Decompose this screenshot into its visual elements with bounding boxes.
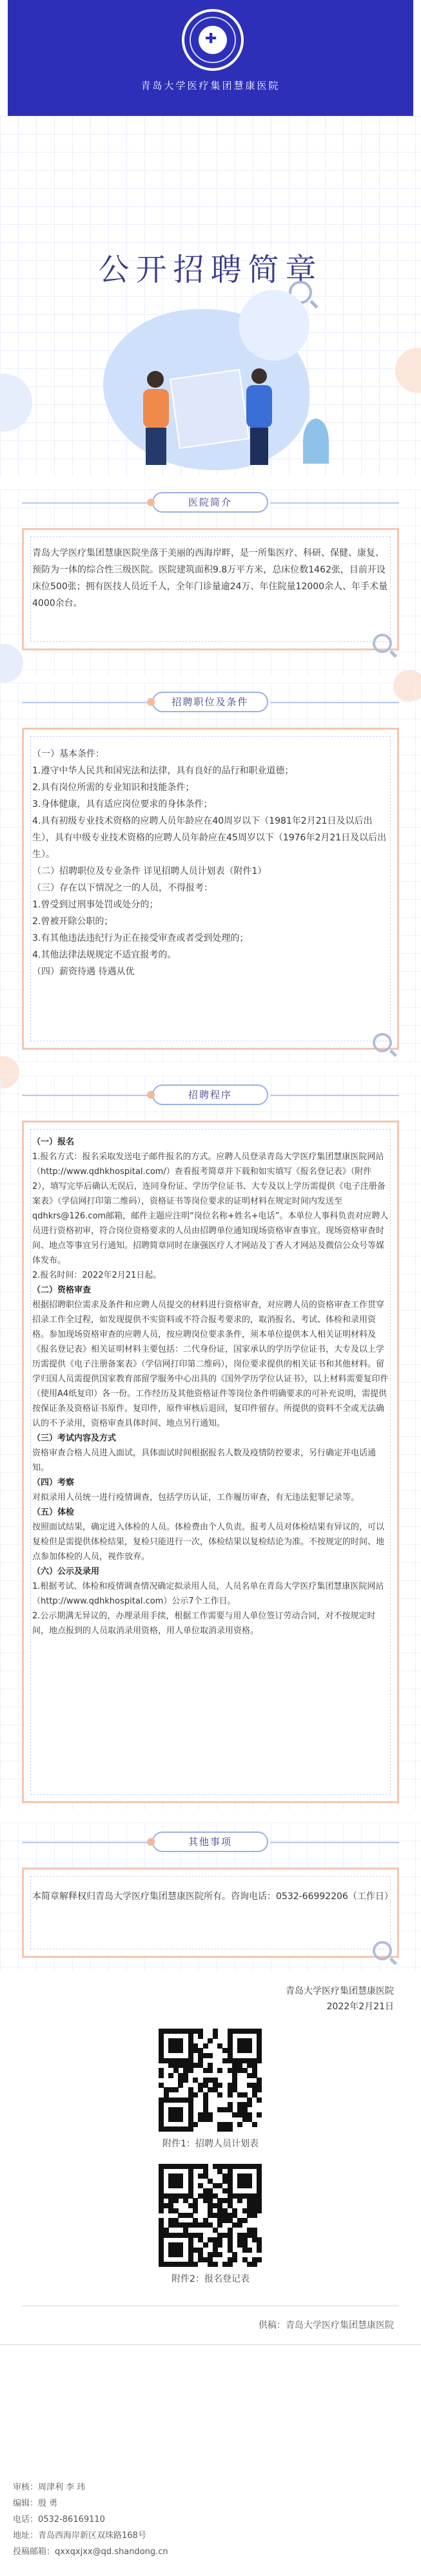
process-paragraph: 根据招聘职位需求及条件和应聘人员提交的材料进行资格审查，对应聘人员的资格审查工作贯穿招录工作全过程，如发现提供不实资料或不符合报考要求的，取消报名、考试、体检和录用资格。参加现场资格审查的应聘人员，按应聘岗位要求条件，须本单位提供本人相关证明材料及《报名登记表》相关证明材料主要包括：二代身份证，国家承认的学历学位证书，大专及以上学历需提供《电子注册备案表》（学信网打印第二维码），岗位要求提供的相关证书和其他材料。留学归国人员需提供国家教育部留学服务中心出具的《国外学历学位认证书》，以上材料需要复印件（使用A4纸复印）各一份。工作经历及其他资格证件等岗位条件明确要求的可补充说明，需提供按保证条及资格证书原件。复印件，原件审核后退回，复印件留存。所提供的资料不全或无法确认的不予录用，资格审查具体时间、地点另行通知。: [32, 1300, 389, 1428]
section-other: [0, 1823, 421, 1971]
magnifier-icon: [373, 1033, 392, 1052]
qr-module: [173, 2087, 179, 2092]
section-title-other: 其他事项: [152, 1832, 268, 1852]
header-banner: [8, 0, 413, 116]
process-subheading: （五）体检: [32, 1508, 75, 1517]
qr-module: [257, 2248, 262, 2253]
process-paragraph: 1.报名方式：报名采取发送电子邮件报名的方式。应聘人员登录青岛大学医疗集团慧康医院网站（http://www.qdhkhospital.com/）查看报考简章并下载和如实填写《报名登记表》（附件2），填写完毕后确认无误后，连同身份证、学历学位证书、大专及以上学历需提供《电子注册备案表》（学信网打印第二维码），资格证书等岗位要求的证明材料在规定时间内发送至qdhkrs@126.com邮箱，邮件主题应注明“岗位名称+姓名+电话”。本单位人事科负责对应聘人员进行资格初审，符合岗位资格要求的人员由招聘单位通知现场资格审查事宜。现场资格审查时间、地点等事宜另行通知。招聘简章同时在康强医疗人才网站及丁香人才网站及微信公众号等媒体发布。: [32, 1152, 389, 1265]
qr-module: [193, 2208, 198, 2213]
section-positions: [0, 683, 421, 1063]
qr-module: [173, 2198, 179, 2203]
credit-line: 编辑：殷 勇: [13, 2499, 58, 2508]
other-box: [22, 1868, 399, 1958]
qr-module: [247, 2183, 252, 2188]
positions-line: 3.有其他违法违纪行为正在接受审查或者受到处理的；: [32, 933, 249, 943]
positions-text: [32, 746, 389, 980]
process-subheading: （一）报名: [32, 1137, 75, 1147]
decorative-circle: [0, 374, 32, 431]
qr-module: [213, 2034, 218, 2039]
qr-module: [193, 2262, 198, 2267]
qr-module: [228, 2092, 233, 2098]
qr-module: [228, 2262, 233, 2267]
qr-module: [203, 2242, 208, 2248]
illustration-person-body: [246, 385, 272, 428]
qr-module: [168, 2073, 173, 2078]
qr-module: [198, 2034, 203, 2039]
qr-module: [193, 2092, 198, 2098]
qr-module: [183, 2078, 188, 2083]
positions-line: （一）基本条件：: [32, 749, 104, 759]
positions-line: （四）薪资待遇 待遇从优: [32, 967, 135, 977]
qr-module: [193, 2122, 198, 2127]
positions-line: 2.具有岗位所需的专业知识和技能条件；: [32, 782, 195, 793]
section-title-process: 招聘程序: [152, 1084, 268, 1105]
positions-line: （三）存在以下情况之一的人员，不得报考：: [32, 883, 213, 893]
process-paragraph: 资格审查合格人员进入面试，具体面试时间根据报名人数及疫情防控要求，另行确定并电话通知。: [32, 1448, 377, 1473]
qr-module: [188, 2126, 193, 2132]
positions-line: 1.曾受到过刑事处罚或处分的；: [32, 900, 159, 910]
process-paragraph: 2.公示期满无异议的，办理录用手续，根据工作需要与用人单位签订劳动合同，对不按规定时间，地点报到的人员取消录用资格，用人单位取消录用资格。: [32, 1611, 376, 1636]
process-paragraph: 对拟录用人员统一进行疫情调查，包括学历认证，工作履历审查，有无违法犯罪记录等。: [32, 1493, 360, 1502]
qr-caption: 附件2：报名登记表: [171, 2274, 250, 2284]
section-title-intro: 医院简介: [152, 492, 268, 513]
qr-code-attachment-1[interactable]: [159, 2029, 262, 2132]
qr-module: [237, 2198, 242, 2203]
illustration-blob: [239, 290, 309, 361]
section-header: [0, 1829, 421, 1855]
credits: [13, 2479, 408, 2560]
section-title-positions: 招聘职位及条件: [152, 692, 268, 712]
qr-module: [217, 2252, 222, 2257]
qr-module: [217, 2068, 222, 2073]
qr-module: [208, 2038, 213, 2043]
qr-module: [178, 2252, 183, 2257]
qr-module: [237, 2122, 242, 2127]
qr-module: [178, 2117, 183, 2122]
signature-org: 青岛大学医疗集团慧康医院: [286, 1986, 394, 1996]
qr-module: [257, 2257, 262, 2262]
signature: [286, 1984, 394, 2014]
qr-module: [252, 2262, 257, 2267]
positions-line: 1.遵守中华人民共和国宪法和法律，具有良好的品行和职业道德；: [32, 766, 294, 776]
qr-module: [257, 2208, 262, 2213]
section-header: [0, 1082, 421, 1108]
qr-module: [217, 2092, 222, 2098]
qr-module: [217, 2083, 222, 2088]
page-title: 公开招聘简章: [98, 252, 323, 288]
magnifier-icon: [373, 1941, 392, 1960]
qr-module: [178, 2048, 183, 2053]
qr-module: [178, 2183, 183, 2188]
qr-module: [159, 2208, 164, 2213]
title-hero: [0, 116, 421, 477]
qr-module: [213, 2262, 218, 2267]
process-subheading: （三）考试内容及方式: [32, 1434, 117, 1443]
qr-module: [208, 2053, 213, 2058]
hospital-name-banner: 青岛大学医疗集团慧康医院: [141, 80, 280, 91]
other-text: 本简章解释权归青岛大学医疗集团慧康医院所有。咨询电话：0532-66992206（工作日）: [32, 1891, 393, 1902]
qr-module: [257, 2058, 262, 2063]
credit-line: 电话：0532-86169110: [13, 2515, 105, 2524]
process-subheading: （二）资格审查: [32, 1285, 92, 1295]
process-paragraph: 2.报名时间：2022年2月21日起。: [32, 1271, 162, 1280]
magnifier-icon: [373, 634, 392, 653]
qr-module: [257, 2098, 262, 2103]
hospital-logo-icon: ✚: [205, 31, 217, 47]
illustration-board: [170, 369, 250, 449]
process-text: [32, 1135, 389, 1638]
process-subheading: （四）考察: [32, 1478, 75, 1488]
process-paragraph: 按照面试结果，确定进入体检的人员。体检费由个人负责。报考人员对体检结果有异议的，可以复检但是需提供体检结果，复检只能进行一次，体检结果以复检结论为准。不按规定的时间、地点参加体检的人员，视作放弃。: [32, 1522, 385, 1562]
illustration-plant: [303, 419, 329, 464]
qr-module: [257, 2112, 262, 2117]
qr-module: [178, 2083, 183, 2088]
qr-module: [237, 2222, 242, 2228]
qr-module: [247, 2048, 252, 2053]
divider: [0, 2344, 421, 2345]
qr-module: [228, 2126, 233, 2132]
qr-module: [247, 2102, 252, 2107]
credit-line: 审核：周津利 李 玮: [13, 2483, 86, 2492]
positions-line: 4.其他法律法规规定不适宜报考的。: [32, 950, 177, 960]
qr-module: [257, 2087, 262, 2092]
illustration-person-legs: [250, 428, 268, 465]
positions-line: （二）招聘职位及专业条件 详见招聘人员计划表（附件1）: [32, 866, 267, 876]
intro-text: 青岛大学医疗集团慧康医院坐落于美丽的西海岸畔，是一所集医疗、科研、保健、康复、预防为一体的综合性三级医院。医院建筑面积9.8万平方米，总床位数1462张，目前开设床位500张；拥有医技人员近千人，全年门诊量逾24万、年住院量12000余人、年手术量4000余台。: [32, 548, 388, 609]
illustration-person-head: [251, 368, 267, 384]
qr-module: [232, 2257, 237, 2262]
qr-module: [217, 2242, 222, 2248]
section-header: [0, 689, 421, 715]
qr-caption: 附件1：招聘人员计划表: [162, 2139, 259, 2149]
section-intro: [0, 489, 421, 676]
qr-module: [208, 2117, 213, 2122]
qr-module: [252, 2122, 257, 2127]
positions-line: 2.曾被开除公职的；: [32, 916, 113, 927]
illustration-person-head: [147, 371, 164, 388]
qr-module: [188, 2068, 193, 2073]
qr-module: [242, 2218, 248, 2223]
credit-line: 投稿邮箱：qxxqxjxx@qd.shandong.cn: [13, 2547, 168, 2557]
qr-module: [252, 2213, 257, 2218]
qr-module: [247, 2248, 252, 2253]
section-process: [0, 1075, 421, 1810]
positions-line: 4.具有初级专业技术资格的应聘人员年龄应在40周岁以下（1981年2月21日及以后出生），具有中级专业技术资格的应聘人员年龄应在45周岁以下（1976年2月21日及以后出生）。: [32, 816, 387, 860]
signature-date: 2022年2月21日: [326, 2002, 394, 2012]
provider-text: 供稿：青岛大学医疗集团慧康医院: [259, 2320, 394, 2331]
qr-module: [203, 2043, 208, 2049]
illustration-person-body: [143, 389, 169, 428]
section-header: [0, 489, 421, 515]
qr-module: [208, 2068, 213, 2073]
illustration-person-legs: [146, 428, 166, 465]
qr-module: [217, 2222, 222, 2228]
process-subheading: （六）公示及录用: [32, 1567, 100, 1577]
process-paragraph: 1.根据考试、体检和疫情调查情况确定拟录用人员，人员名单在青岛大学医疗集团慧康医院网站（http://www.qdhkhospital.com）公示7个工作日。: [32, 1582, 384, 1606]
credit-line: 地址：青岛西海岸新区双珠路168号: [13, 2531, 146, 2541]
positions-line: 3.身体健康，具有适应岗位要求的身体条件；: [32, 799, 213, 810]
qr-code-attachment-2[interactable]: [159, 2164, 262, 2267]
decorative-circle: [395, 348, 421, 393]
qr-module: [159, 2073, 164, 2078]
